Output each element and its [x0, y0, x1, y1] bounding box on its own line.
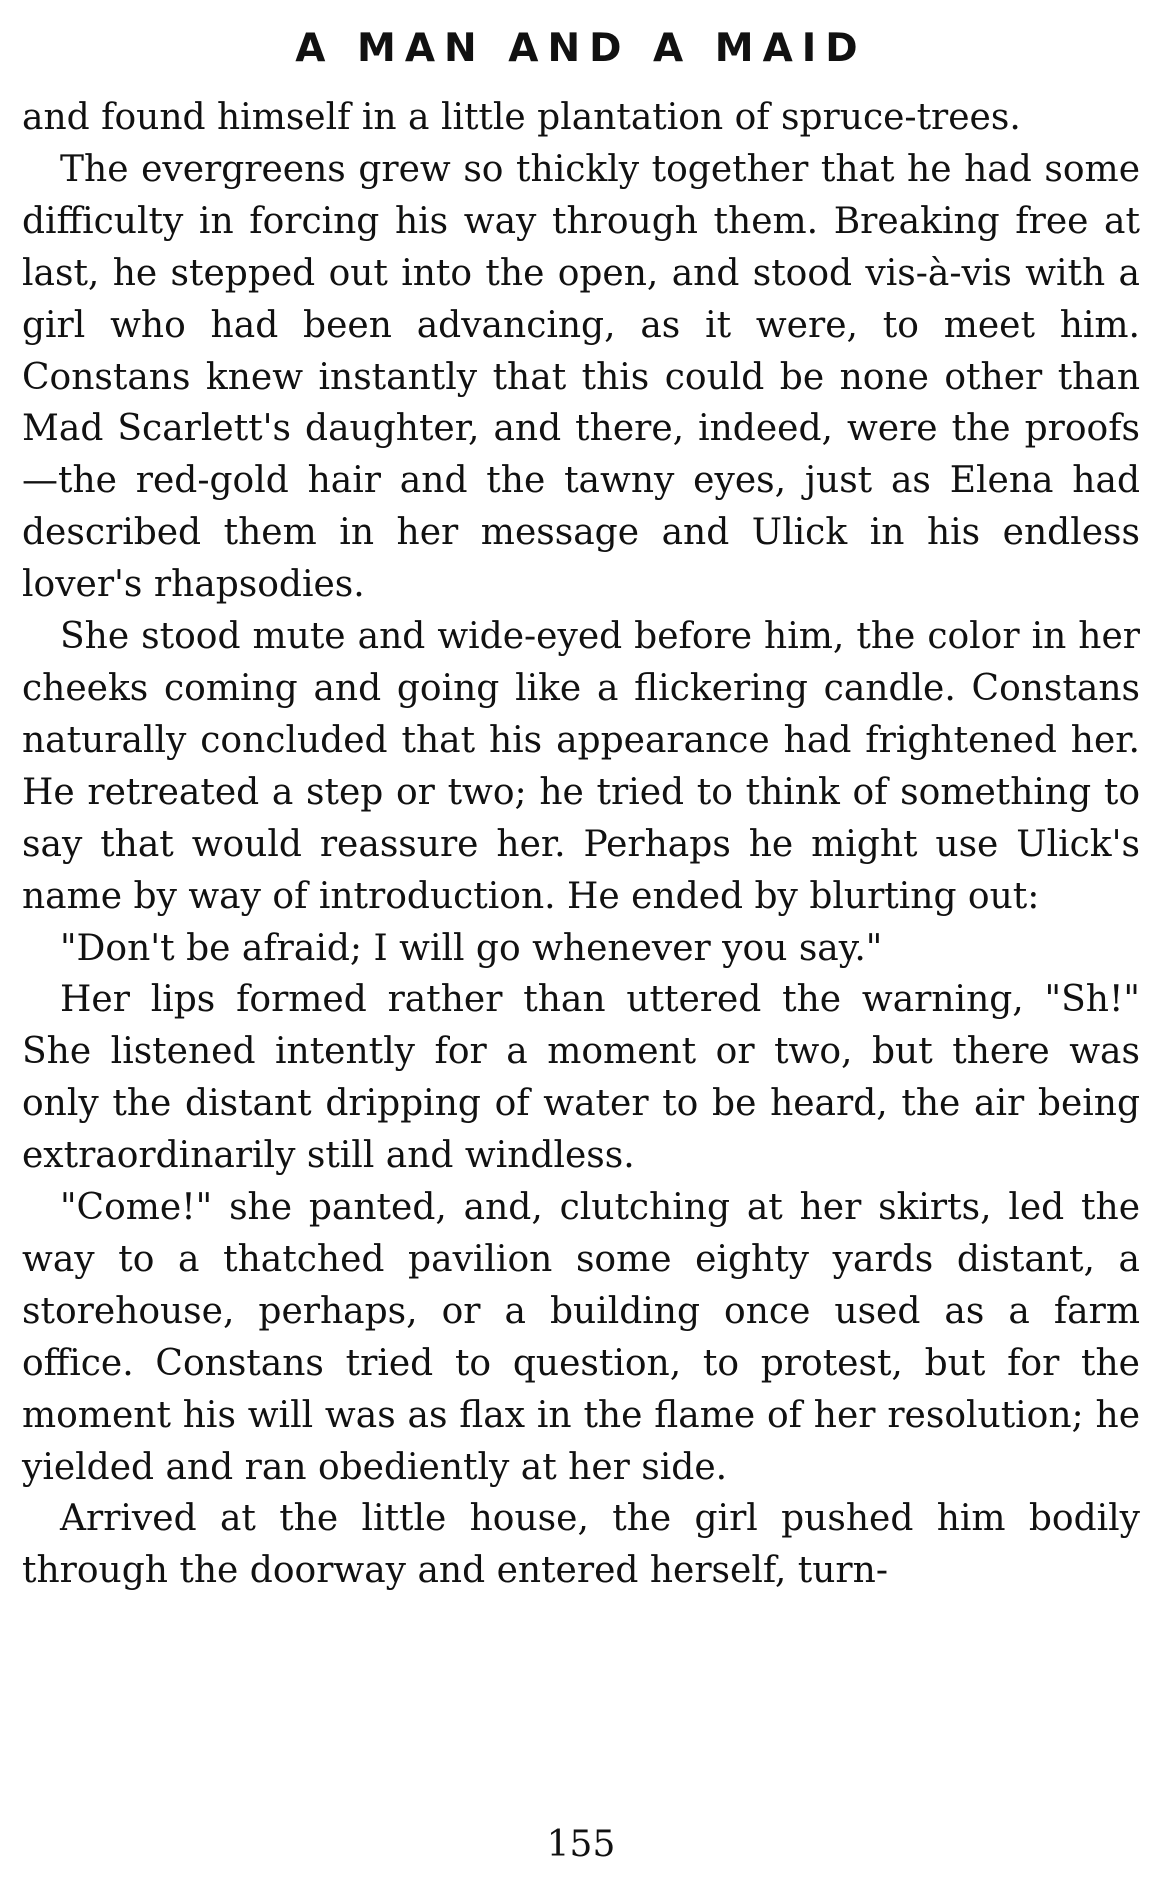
book-page: [22, 20, 1140, 1870]
paragraph-7: Arrived at the little house, the girl pushed him bodily through the doorway and entered herself, turn-: [22, 1498, 1140, 1592]
paragraph-2: The evergreens grew so thickly together that he had some difficulty in forcing his way through them. Breaking free at last, he stepped out into the open, and stood vis-à-vis with a girl who had been advancing, as it were, to meet him. Constans knew instantly that this could be none other than Mad Scarlett's daughter, and there, indeed, were the proofs —the red-gold hair and the tawny eyes, just as Elena had described them in her message and Ulick in his endless lover's rhapsodies.: [22, 148, 1140, 606]
paragraph-3: She stood mute and wide-eyed before him, the color in her cheeks coming and going like a flickering candle. Constans naturally concluded that his appearance had frightened her. He retreated a step or two; he tried to think of something to say that would reassure her. Perhaps he might use Ulick's name by way of introduction. He ended by blurting out:: [22, 616, 1140, 917]
running-head: A MAN AND A MAID: [295, 26, 867, 71]
paragraph-1: and found himself in a little plantation of spruce-trees.: [22, 97, 1021, 138]
page-number: 155: [546, 1824, 616, 1865]
paragraph-6: "Come!" she panted, and, clutching at her skirts, led the way to a thatched pavilion some eighty yards distant, a storehouse, perhaps, or a building once used as a farm office. Constans tried to question, to protest, but for the moment his will was as flax in the flame of her resolution; he yielded and ran obediently at her side.: [22, 1187, 1140, 1488]
paragraph-4: "Don't be afraid; I will go whenever you say.": [60, 927, 883, 969]
body-text: [22, 92, 1140, 1597]
paragraph-5: Her lips formed rather than uttered the warning, "Sh!" She listened intently for a moment or two, but there was only the distant dripping of water to be heard, the air being extraordinarily still and windless.: [22, 979, 1140, 1177]
